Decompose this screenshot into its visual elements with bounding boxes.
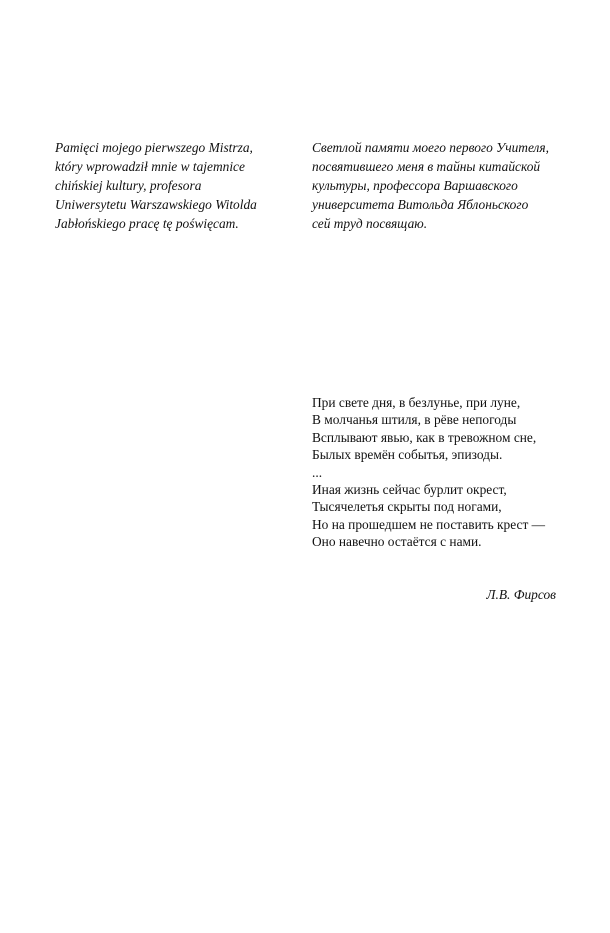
poem bbox=[312, 394, 582, 551]
poem-line: ... bbox=[312, 464, 323, 480]
poem-line: В молчанья штиля, в рёве непогоды bbox=[312, 412, 517, 428]
signature: Л.В. Фирсов bbox=[486, 587, 556, 602]
dedication-polish: Pamięci mojego pierwszego Mistrza, który wprowadził mnie w tajemnice chińskiej kultury, profesora Uniwersytetu Warszawskiego Witolda Jabłońskiego pracę tę poświęcam. bbox=[55, 140, 257, 231]
poem-line: Тысячелетья скрыты под ногами, bbox=[312, 499, 502, 515]
poem-line: Но на прошедшем не поставить крест — bbox=[312, 516, 546, 532]
poem-line: Былых времён событья, эпизоды. bbox=[312, 447, 503, 463]
poem-line: Оно навечно остаётся с нами. bbox=[312, 534, 482, 550]
poem-line: Иная жизнь сейчас бурлит окрест, bbox=[312, 482, 507, 498]
poem-line: При свете дня, в безлунье, при луне, bbox=[312, 395, 521, 410]
poem-line: Всплывают явью, как в тревожном сне, bbox=[312, 429, 537, 445]
dedication-russian: Светлой памяти моего первого Учителя, посвятившего меня в тайны китайской культуры, профессора Варшавского университета Витольда Яблоньского сей труд посвящаю. bbox=[312, 140, 549, 231]
